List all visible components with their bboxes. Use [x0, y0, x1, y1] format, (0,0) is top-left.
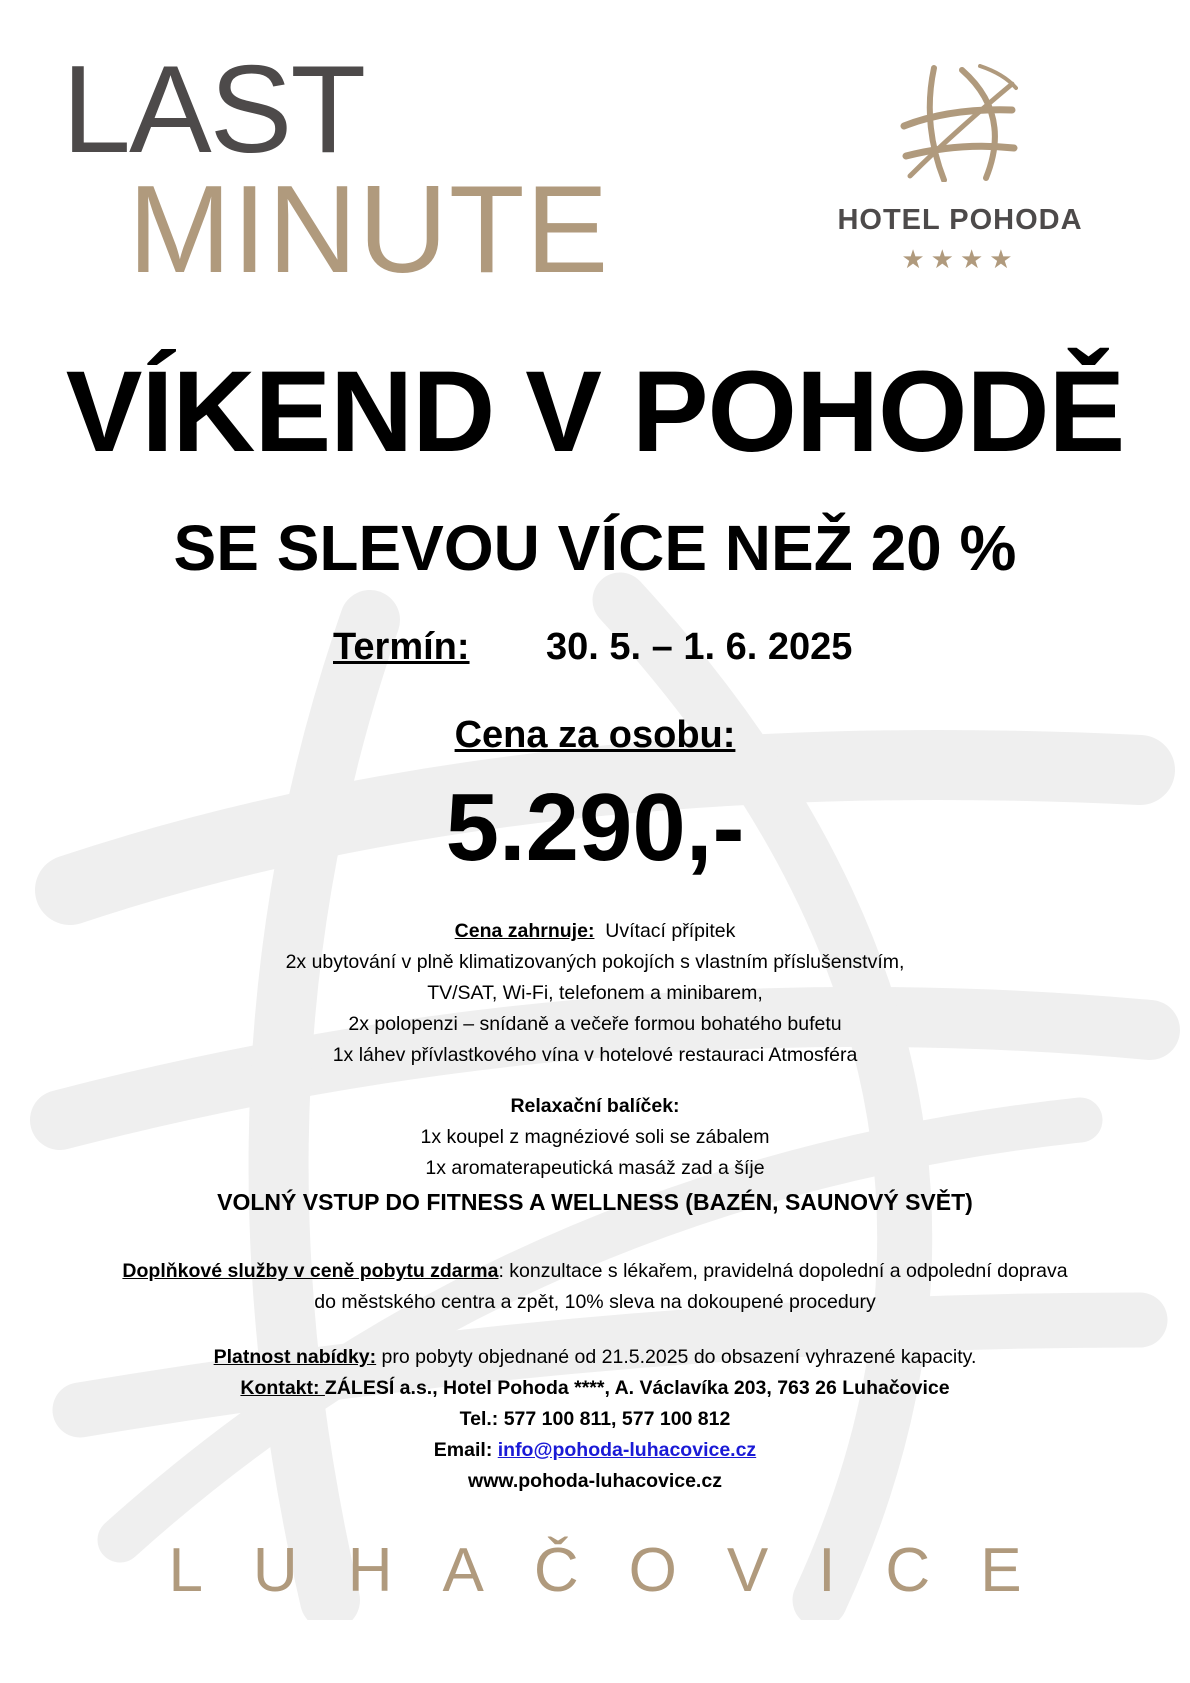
- free-entry: VOLNÝ VSTUP DO FITNESS A WELLNESS (BAZÉN, SAUNOVÝ SVĚT): [217, 1189, 973, 1215]
- offer-subheadline: SE SLEVOU VÍCE NEŽ 20 %: [173, 512, 1017, 584]
- phone-line: Tel.: 577 100 811, 577 100 812: [459, 1408, 731, 1430]
- hotel-globe-icon: [900, 64, 1018, 182]
- extra-line-2: do městského centra a zpět, 10% sleva na dokoupené procedury: [314, 1291, 876, 1313]
- price-value: 5.290,-: [445, 774, 745, 881]
- includes-line: 1x láhev přívlastkového vína v hotelové restauraci Atmosféra: [332, 1044, 858, 1066]
- includes-label: Cena zahrnuje:: [454, 920, 595, 942]
- footer-city: LUHAČOVICE: [168, 1536, 1072, 1605]
- offer-headline: VÍKEND V POHODĚ: [65, 348, 1125, 476]
- extra-services-section: [60, 1256, 1130, 1318]
- validity-line: [60, 1342, 1130, 1373]
- includes-first-item: Uvítací přípitek: [605, 920, 736, 942]
- includes-line: 2x polopenzi – snídaně a večeře formou bohatého bufetu: [348, 1013, 842, 1035]
- hotel-name: HOTEL POHODA: [837, 204, 1083, 236]
- includes-section: [60, 916, 1130, 1071]
- extra-label: Doplňkové služby v ceně pobytu zdarma: [122, 1260, 499, 1282]
- web-link[interactable]: www.pohoda-luhacovice.cz: [468, 1470, 722, 1492]
- validity-text: pro pobyty objednané od 21.5.2025 do obsazení vyhrazené kapacity.: [376, 1346, 977, 1368]
- relax-line: 1x aromaterapeutická masáž zad a šíje: [425, 1157, 765, 1179]
- relax-label: Relaxační balíček:: [510, 1095, 680, 1117]
- email-line: [60, 1435, 1130, 1466]
- contact-line: [60, 1373, 1130, 1404]
- includes-line: 2x ubytování v plně klimatizovaných pokojích s vlastním příslušenstvím,: [285, 951, 905, 973]
- includes-line: TV/SAT, Wi-Fi, telefonem a minibarem,: [427, 982, 763, 1004]
- contact-address: ZÁLESÍ a.s., Hotel Pohoda ****, A. Václavíka 203, 763 26 Luhačovice: [324, 1377, 950, 1399]
- contact-label: Kontakt:: [240, 1377, 325, 1399]
- relax-line: 1x koupel z magnéziové soli se zábalem: [420, 1126, 770, 1148]
- contact-section: [60, 1342, 1130, 1497]
- email-label: Email:: [433, 1439, 498, 1461]
- validity-label: Platnost nabídky:: [213, 1346, 377, 1368]
- term-value: 30. 5. – 1. 6. 2025: [546, 626, 853, 668]
- email-link[interactable]: info@pohoda-luhacovice.cz: [497, 1439, 757, 1461]
- term-label: Termín:: [333, 626, 470, 668]
- extra-text: : konzultace s lékařem, pravidelná dopolední a odpolední doprava: [498, 1260, 1068, 1282]
- price-label: Cena za osobu:: [454, 714, 736, 756]
- hotel-stars: ★★★★: [901, 244, 1019, 274]
- extra-line: [60, 1256, 1130, 1287]
- relax-section: [60, 1091, 1130, 1184]
- includes-first-line: [60, 916, 1130, 947]
- last-title: LAST: [62, 41, 365, 179]
- minute-title: MINUTE: [128, 161, 610, 299]
